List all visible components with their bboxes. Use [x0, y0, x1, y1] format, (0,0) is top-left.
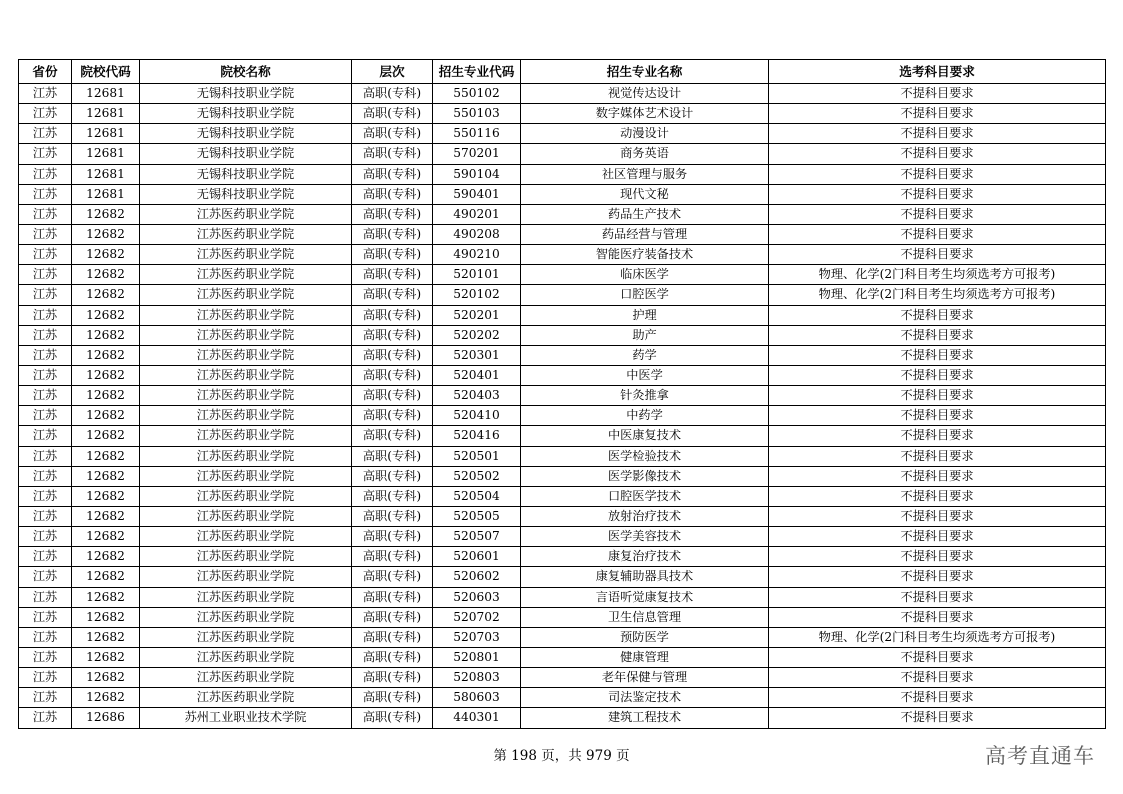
cell-school-code: 12682	[72, 365, 140, 385]
cell-major-code: 520101	[433, 265, 521, 285]
table-row	[19, 466, 1106, 486]
cell-school-name: 江苏医药职业学院	[140, 345, 352, 365]
cell-school-name: 江苏医药职业学院	[140, 285, 352, 305]
cell-school-code: 12682	[72, 506, 140, 526]
table-row	[19, 365, 1106, 385]
cell-subject-requirement: 不提科目要求	[769, 426, 1106, 446]
cell-level: 高职(专科)	[352, 567, 433, 587]
header-school-name: 院校名称	[140, 60, 352, 84]
cell-school-code: 12682	[72, 406, 140, 426]
cell-major-code: 520703	[433, 627, 521, 647]
table-row	[19, 587, 1106, 607]
cell-school-name: 苏州工业职业技术学院	[140, 708, 352, 728]
cell-province: 江苏	[19, 184, 72, 204]
cell-major-code: 520601	[433, 547, 521, 567]
cell-subject-requirement: 不提科目要求	[769, 386, 1106, 406]
cell-subject-requirement: 不提科目要求	[769, 245, 1106, 265]
table-row	[19, 124, 1106, 144]
cell-level: 高职(专科)	[352, 245, 433, 265]
cell-school-code: 12682	[72, 245, 140, 265]
cell-province: 江苏	[19, 446, 72, 466]
cell-school-name: 江苏医药职业学院	[140, 245, 352, 265]
cell-major-code: 490208	[433, 224, 521, 244]
cell-school-code: 12681	[72, 124, 140, 144]
cell-school-name: 江苏医药职业学院	[140, 567, 352, 587]
cell-school-code: 12681	[72, 144, 140, 164]
cell-school-code: 12686	[72, 708, 140, 728]
cell-major-code: 520501	[433, 446, 521, 466]
cell-school-code: 12681	[72, 164, 140, 184]
page-number: 第 198 页，共 979 页	[493, 748, 630, 764]
cell-major-code: 520801	[433, 647, 521, 667]
cell-subject-requirement: 不提科目要求	[769, 345, 1106, 365]
header-major-name: 招生专业名称	[521, 60, 769, 84]
table-row	[19, 527, 1106, 547]
cell-school-name: 江苏医药职业学院	[140, 386, 352, 406]
cell-major-code: 520416	[433, 426, 521, 446]
cell-level: 高职(专科)	[352, 204, 433, 224]
cell-major-code: 490210	[433, 245, 521, 265]
cell-province: 江苏	[19, 84, 72, 104]
header-level: 层次	[352, 60, 433, 84]
cell-subject-requirement: 不提科目要求	[769, 204, 1106, 224]
cell-subject-requirement: 不提科目要求	[769, 406, 1106, 426]
cell-major-code: 520403	[433, 386, 521, 406]
cell-school-code: 12682	[72, 627, 140, 647]
cell-level: 高职(专科)	[352, 426, 433, 446]
cell-major-code: 520803	[433, 668, 521, 688]
cell-province: 江苏	[19, 708, 72, 728]
cell-major-code: 580603	[433, 688, 521, 708]
cell-school-name: 无锡科技职业学院	[140, 164, 352, 184]
cell-level: 高职(专科)	[352, 365, 433, 385]
cell-major-code: 520507	[433, 527, 521, 547]
cell-school-code: 12682	[72, 567, 140, 587]
table-row	[19, 84, 1106, 104]
cell-province: 江苏	[19, 547, 72, 567]
cell-major-name: 医学检验技术	[521, 446, 769, 466]
cell-major-name: 康复治疗技术	[521, 547, 769, 567]
cell-school-name: 无锡科技职业学院	[140, 184, 352, 204]
cell-level: 高职(专科)	[352, 84, 433, 104]
table-row	[19, 506, 1106, 526]
cell-province: 江苏	[19, 386, 72, 406]
table-header-row	[19, 60, 1106, 84]
cell-school-name: 江苏医药职业学院	[140, 265, 352, 285]
cell-subject-requirement: 不提科目要求	[769, 567, 1106, 587]
cell-level: 高职(专科)	[352, 265, 433, 285]
cell-school-name: 江苏医药职业学院	[140, 406, 352, 426]
header-province: 省份	[19, 60, 72, 84]
cell-major-code: 550116	[433, 124, 521, 144]
cell-school-code: 12682	[72, 325, 140, 345]
cell-major-name: 视觉传达设计	[521, 84, 769, 104]
cell-major-code: 520401	[433, 365, 521, 385]
cell-school-code: 12682	[72, 305, 140, 325]
table-row	[19, 486, 1106, 506]
cell-province: 江苏	[19, 104, 72, 124]
cell-school-code: 12681	[72, 184, 140, 204]
cell-major-name: 社区管理与服务	[521, 164, 769, 184]
table-row	[19, 688, 1106, 708]
cell-subject-requirement: 不提科目要求	[769, 104, 1106, 124]
cell-province: 江苏	[19, 325, 72, 345]
cell-level: 高职(专科)	[352, 547, 433, 567]
cell-level: 高职(专科)	[352, 627, 433, 647]
cell-major-code: 590401	[433, 184, 521, 204]
cell-level: 高职(专科)	[352, 224, 433, 244]
cell-province: 江苏	[19, 124, 72, 144]
cell-subject-requirement: 不提科目要求	[769, 506, 1106, 526]
table-row	[19, 446, 1106, 466]
cell-province: 江苏	[19, 245, 72, 265]
cell-major-name: 护理	[521, 305, 769, 325]
cell-school-name: 江苏医药职业学院	[140, 587, 352, 607]
table-row	[19, 567, 1106, 587]
cell-level: 高职(专科)	[352, 104, 433, 124]
cell-level: 高职(专科)	[352, 124, 433, 144]
cell-major-code: 550102	[433, 84, 521, 104]
cell-major-name: 放射治疗技术	[521, 506, 769, 526]
cell-school-name: 江苏医药职业学院	[140, 607, 352, 627]
cell-level: 高职(专科)	[352, 386, 433, 406]
cell-school-name: 江苏医药职业学院	[140, 426, 352, 446]
cell-subject-requirement: 不提科目要求	[769, 224, 1106, 244]
cell-major-name: 商务英语	[521, 144, 769, 164]
cell-school-code: 12682	[72, 204, 140, 224]
cell-subject-requirement: 不提科目要求	[769, 607, 1106, 627]
cell-province: 江苏	[19, 365, 72, 385]
watermark-logo: 高考直通车	[985, 744, 1095, 768]
cell-major-name: 卫生信息管理	[521, 607, 769, 627]
cell-province: 江苏	[19, 426, 72, 446]
cell-level: 高职(专科)	[352, 325, 433, 345]
cell-major-name: 建筑工程技术	[521, 708, 769, 728]
table-row	[19, 345, 1106, 365]
cell-major-code: 520102	[433, 285, 521, 305]
header-subject-requirement: 选考科目要求	[769, 60, 1106, 84]
table-row	[19, 285, 1106, 305]
cell-major-code: 520505	[433, 506, 521, 526]
cell-subject-requirement: 物理、化学(2门科目考生均须选考方可报考)	[769, 265, 1106, 285]
cell-province: 江苏	[19, 506, 72, 526]
cell-major-name: 言语听觉康复技术	[521, 587, 769, 607]
cell-school-name: 江苏医药职业学院	[140, 668, 352, 688]
cell-major-name: 智能医疗装备技术	[521, 245, 769, 265]
cell-major-name: 现代文秘	[521, 184, 769, 204]
cell-subject-requirement: 物理、化学(2门科目考生均须选考方可报考)	[769, 285, 1106, 305]
cell-province: 江苏	[19, 668, 72, 688]
cell-subject-requirement: 不提科目要求	[769, 527, 1106, 547]
cell-major-code: 520202	[433, 325, 521, 345]
cell-province: 江苏	[19, 204, 72, 224]
cell-province: 江苏	[19, 486, 72, 506]
cell-school-code: 12682	[72, 547, 140, 567]
cell-level: 高职(专科)	[352, 647, 433, 667]
cell-school-name: 江苏医药职业学院	[140, 627, 352, 647]
table-row	[19, 305, 1106, 325]
cell-major-code: 550103	[433, 104, 521, 124]
cell-school-code: 12682	[72, 224, 140, 244]
table-row	[19, 245, 1106, 265]
cell-subject-requirement: 不提科目要求	[769, 164, 1106, 184]
table-row	[19, 547, 1106, 567]
table-row	[19, 386, 1106, 406]
table-row	[19, 708, 1106, 728]
cell-school-name: 江苏医药职业学院	[140, 506, 352, 526]
cell-subject-requirement: 不提科目要求	[769, 325, 1106, 345]
table-row	[19, 647, 1106, 667]
cell-subject-requirement: 不提科目要求	[769, 124, 1106, 144]
cell-school-code: 12681	[72, 104, 140, 124]
cell-school-name: 江苏医药职业学院	[140, 647, 352, 667]
table-row	[19, 224, 1106, 244]
table-row	[19, 406, 1106, 426]
cell-major-name: 针灸推拿	[521, 386, 769, 406]
cell-school-code: 12682	[72, 285, 140, 305]
cell-subject-requirement: 不提科目要求	[769, 547, 1106, 567]
cell-province: 江苏	[19, 406, 72, 426]
cell-major-name: 中药学	[521, 406, 769, 426]
cell-province: 江苏	[19, 466, 72, 486]
cell-major-name: 中医康复技术	[521, 426, 769, 446]
cell-province: 江苏	[19, 647, 72, 667]
admission-table	[18, 59, 1106, 729]
cell-level: 高职(专科)	[352, 285, 433, 305]
cell-school-name: 江苏医药职业学院	[140, 547, 352, 567]
cell-major-name: 临床医学	[521, 265, 769, 285]
cell-major-name: 口腔医学技术	[521, 486, 769, 506]
cell-level: 高职(专科)	[352, 345, 433, 365]
cell-school-code: 12682	[72, 668, 140, 688]
cell-subject-requirement: 不提科目要求	[769, 365, 1106, 385]
cell-subject-requirement: 不提科目要求	[769, 708, 1106, 728]
cell-province: 江苏	[19, 345, 72, 365]
cell-major-code: 520504	[433, 486, 521, 506]
cell-school-name: 江苏医药职业学院	[140, 466, 352, 486]
cell-level: 高职(专科)	[352, 305, 433, 325]
cell-major-code: 520603	[433, 587, 521, 607]
header-major-code: 招生专业代码	[433, 60, 521, 84]
cell-province: 江苏	[19, 688, 72, 708]
cell-level: 高职(专科)	[352, 466, 433, 486]
cell-level: 高职(专科)	[352, 587, 433, 607]
cell-level: 高职(专科)	[352, 486, 433, 506]
cell-province: 江苏	[19, 164, 72, 184]
cell-province: 江苏	[19, 627, 72, 647]
cell-major-code: 520502	[433, 466, 521, 486]
cell-major-name: 司法鉴定技术	[521, 688, 769, 708]
table-row	[19, 144, 1106, 164]
cell-school-name: 江苏医药职业学院	[140, 365, 352, 385]
cell-school-code: 12682	[72, 688, 140, 708]
cell-major-name: 老年保健与管理	[521, 668, 769, 688]
cell-major-name: 动漫设计	[521, 124, 769, 144]
table-row	[19, 204, 1106, 224]
cell-subject-requirement: 不提科目要求	[769, 305, 1106, 325]
cell-school-name: 江苏医药职业学院	[140, 486, 352, 506]
cell-subject-requirement: 不提科目要求	[769, 486, 1106, 506]
cell-subject-requirement: 不提科目要求	[769, 688, 1106, 708]
cell-school-code: 12682	[72, 486, 140, 506]
cell-province: 江苏	[19, 607, 72, 627]
cell-school-name: 江苏医药职业学院	[140, 204, 352, 224]
cell-school-name: 江苏医药职业学院	[140, 325, 352, 345]
cell-level: 高职(专科)	[352, 446, 433, 466]
cell-subject-requirement: 不提科目要求	[769, 446, 1106, 466]
cell-major-code: 520602	[433, 567, 521, 587]
cell-subject-requirement: 物理、化学(2门科目考生均须选考方可报考)	[769, 627, 1106, 647]
cell-subject-requirement: 不提科目要求	[769, 466, 1106, 486]
cell-province: 江苏	[19, 285, 72, 305]
table-row	[19, 325, 1106, 345]
cell-subject-requirement: 不提科目要求	[769, 587, 1106, 607]
table-row	[19, 104, 1106, 124]
cell-major-code: 520301	[433, 345, 521, 365]
cell-major-name: 助产	[521, 325, 769, 345]
table-row	[19, 627, 1106, 647]
cell-province: 江苏	[19, 144, 72, 164]
table-row	[19, 164, 1106, 184]
cell-level: 高职(专科)	[352, 708, 433, 728]
cell-major-code: 440301	[433, 708, 521, 728]
cell-school-code: 12682	[72, 446, 140, 466]
cell-major-name: 医学美容技术	[521, 527, 769, 547]
header-school-code: 院校代码	[72, 60, 140, 84]
cell-school-name: 江苏医药职业学院	[140, 527, 352, 547]
cell-school-code: 12682	[72, 426, 140, 446]
cell-subject-requirement: 不提科目要求	[769, 144, 1106, 164]
cell-school-code: 12682	[72, 647, 140, 667]
cell-subject-requirement: 不提科目要求	[769, 668, 1106, 688]
cell-major-name: 口腔医学	[521, 285, 769, 305]
cell-major-name: 药学	[521, 345, 769, 365]
cell-major-name: 预防医学	[521, 627, 769, 647]
cell-major-code: 570201	[433, 144, 521, 164]
cell-major-code: 490201	[433, 204, 521, 224]
cell-school-code: 12682	[72, 345, 140, 365]
cell-level: 高职(专科)	[352, 506, 433, 526]
cell-major-code: 520410	[433, 406, 521, 426]
cell-province: 江苏	[19, 587, 72, 607]
cell-school-code: 12682	[72, 386, 140, 406]
cell-major-code: 520702	[433, 607, 521, 627]
cell-subject-requirement: 不提科目要求	[769, 647, 1106, 667]
cell-major-code: 520201	[433, 305, 521, 325]
table-row	[19, 668, 1106, 688]
cell-major-name: 健康管理	[521, 647, 769, 667]
cell-province: 江苏	[19, 527, 72, 547]
cell-major-name: 药品经营与管理	[521, 224, 769, 244]
cell-level: 高职(专科)	[352, 607, 433, 627]
cell-level: 高职(专科)	[352, 688, 433, 708]
cell-major-name: 药品生产技术	[521, 204, 769, 224]
cell-school-code: 12682	[72, 587, 140, 607]
table-row	[19, 265, 1106, 285]
cell-level: 高职(专科)	[352, 406, 433, 426]
cell-school-code: 12682	[72, 466, 140, 486]
cell-school-name: 无锡科技职业学院	[140, 144, 352, 164]
cell-school-code: 12682	[72, 265, 140, 285]
cell-school-name: 无锡科技职业学院	[140, 124, 352, 144]
cell-major-name: 中医学	[521, 365, 769, 385]
cell-level: 高职(专科)	[352, 184, 433, 204]
cell-school-name: 无锡科技职业学院	[140, 84, 352, 104]
cell-school-code: 12681	[72, 84, 140, 104]
cell-level: 高职(专科)	[352, 668, 433, 688]
cell-level: 高职(专科)	[352, 164, 433, 184]
cell-province: 江苏	[19, 265, 72, 285]
cell-major-name: 数字媒体艺术设计	[521, 104, 769, 124]
cell-subject-requirement: 不提科目要求	[769, 84, 1106, 104]
cell-school-name: 江苏医药职业学院	[140, 446, 352, 466]
cell-major-code: 590104	[433, 164, 521, 184]
table-row	[19, 426, 1106, 446]
cell-major-name: 医学影像技术	[521, 466, 769, 486]
cell-school-name: 江苏医药职业学院	[140, 305, 352, 325]
cell-school-name: 江苏医药职业学院	[140, 688, 352, 708]
table-row	[19, 607, 1106, 627]
cell-level: 高职(专科)	[352, 527, 433, 547]
cell-level: 高职(专科)	[352, 144, 433, 164]
cell-province: 江苏	[19, 224, 72, 244]
cell-subject-requirement: 不提科目要求	[769, 184, 1106, 204]
table-body	[19, 84, 1106, 729]
cell-province: 江苏	[19, 567, 72, 587]
cell-school-name: 无锡科技职业学院	[140, 104, 352, 124]
cell-school-name: 江苏医药职业学院	[140, 224, 352, 244]
cell-school-code: 12682	[72, 527, 140, 547]
table-row	[19, 184, 1106, 204]
cell-school-code: 12682	[72, 607, 140, 627]
cell-province: 江苏	[19, 305, 72, 325]
cell-major-name: 康复辅助器具技术	[521, 567, 769, 587]
